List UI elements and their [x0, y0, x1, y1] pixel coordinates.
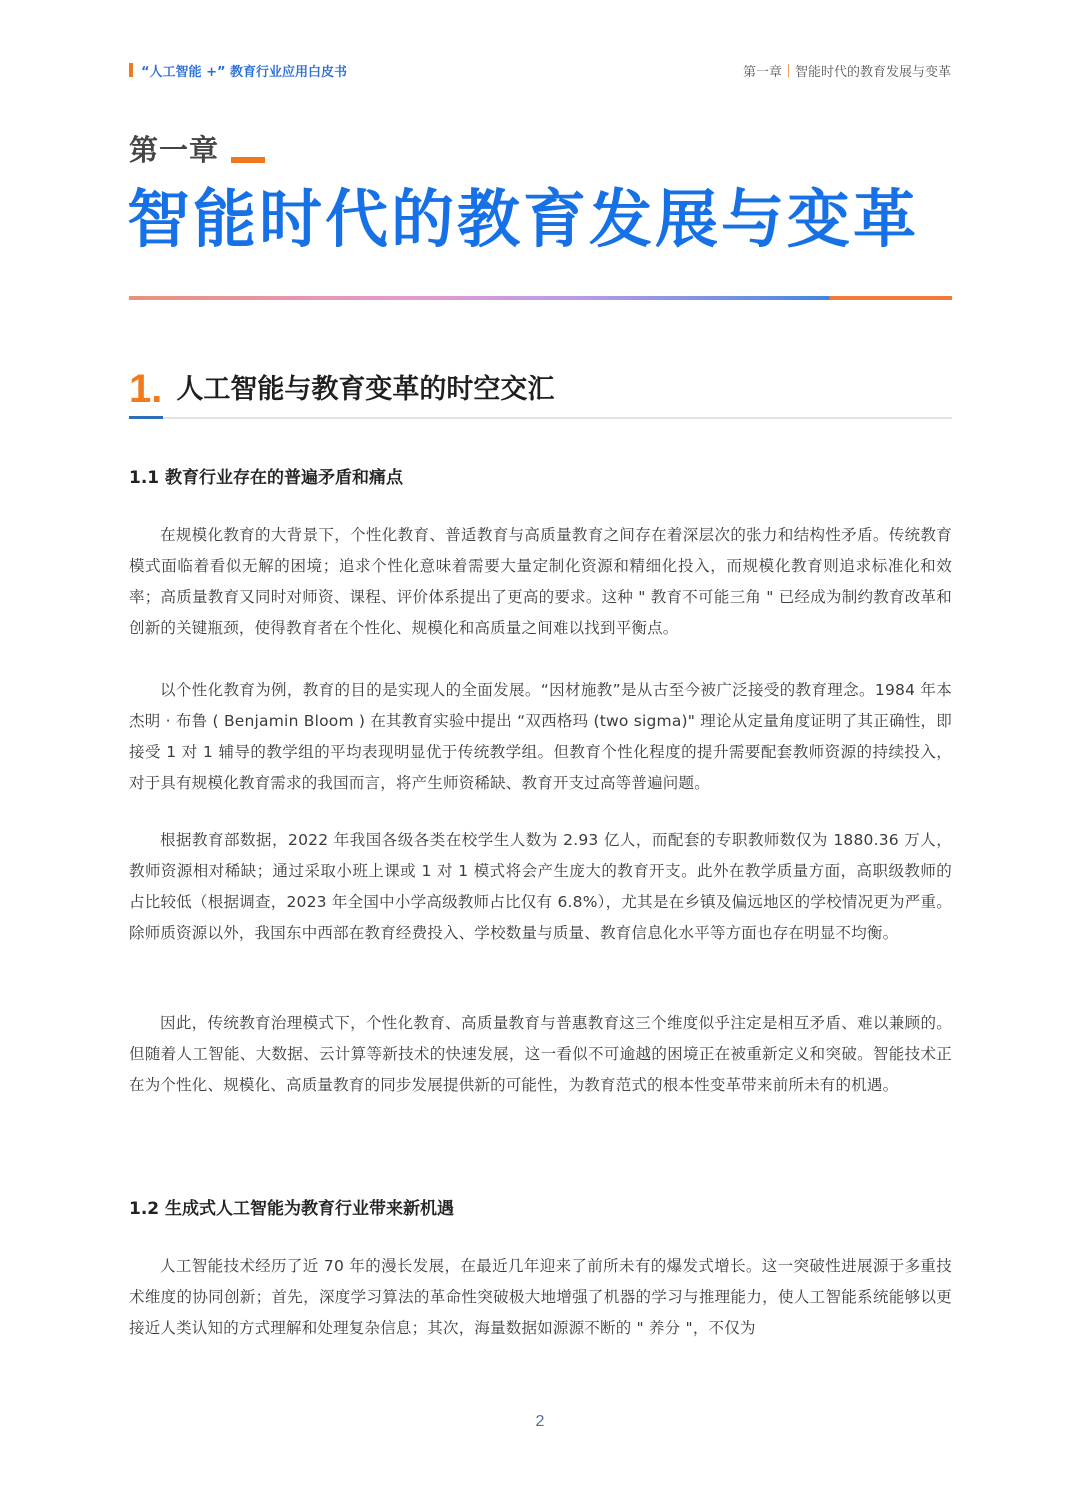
document-title-header: [129, 61, 347, 80]
header-chapter-label: 第一章: [742, 64, 782, 80]
chapter-dash-decoration: [231, 157, 265, 163]
header-chapter-title: 智能时代的教育发展与变革: [794, 64, 951, 80]
section-divider: [129, 417, 952, 419]
page-number: 2: [535, 1413, 545, 1430]
paragraph: 在规模化教育的大背景下，个性化教育、普适教育与高质量教育之间存在着深层次的张力和结构性矛盾。传统教育模式面临着看似无解的困境；追求个性化意味着需要大量定制化资源和精细化投入，而规模化教育则追求标准化和效率；高质量教育又同时对师资、课程、评价体系提出了更高的要求。这种 " 教育不可能三角 " 已经成为制约教育改革和创新的关键瓶颈，使得教育者在个性化、规模化和高质量之间难以找到平衡点。: [129, 526, 952, 637]
chapter-divider: [129, 296, 952, 300]
chapter-label: [129, 128, 265, 169]
document-title: “人工智能 +” 教育行业应用白皮书: [141, 64, 348, 80]
paragraph: 根据教育部数据，2022 年我国各级各类在校学生人数为 2.93 亿人，而配套的专职教师数仅为 1880.36 万人，教师资源相对稀缺；通过采取小班上课或 1 对 1 模式将会产生庞大的教育开支。此外在教学质量方面，高职级教师的占比较低（根据调查，2023 年全国中小学高级教师占比仅有 6.8%），尤其是在乡镇及偏远地区的学校情况更为严重。除师质资源以外，我国东中西部在教育经费投入、学校数量与质量、教育信息化水平等方面也存在明显不均衡。: [129, 831, 952, 942]
section-divider-accent: [129, 416, 163, 419]
paragraph: 以个性化教育为例，教育的目的是实现人的全面发展。“因材施教”是从古至今被广泛接受的教育理念。1984 年本杰明 · 布鲁 ( Benjamin Bloom ) 在其教育实验中提出 “双西格玛 (two sigma)" 理论从定量角度证明了其正确性，即接受 1 对 1 辅导的教学组的平均表现明显优于传统教学组。但教育个性化程度的提升需要配套教师资源的持续投入，对于具有规模化教育需求的我国而言，将产生师资稀缺、教育开支过高等普遍问题。: [129, 681, 952, 792]
paragraph: 人工智能技术经历了近 70 年的漫长发展，在最近几年迎来了前所未有的爆发式增长。这一突破性进展源于多重技术维度的协同创新；首先，深度学习算法的革命性突破极大地增强了机器的学习与推理能力，使人工智能系统能够以更接近人类认知的方式理解和处理复杂信息；其次，海量数据如源源不断的 " 养分 "，不仅为: [129, 1257, 952, 1337]
header-divider: [788, 64, 789, 77]
chapter-title: 智能时代的教育发展与变革: [127, 183, 919, 256]
section-number: 1.: [129, 367, 163, 411]
subsection-heading: 1.2 生成式人工智能为教育行业带来新机遇: [129, 1199, 455, 1219]
accent-bar-icon: [129, 63, 133, 77]
section-title: 人工智能与教育变革的时空交汇: [176, 374, 555, 405]
running-header: [129, 60, 951, 80]
chapter-header: [743, 61, 951, 80]
subsection-heading: 1.1 教育行业存在的普遍矛盾和痛点: [129, 468, 404, 488]
chapter-number: 第一章: [129, 133, 220, 167]
paragraph: 因此，传统教育治理模式下，个性化教育、高质量教育与普惠教育这三个维度似乎注定是相互矛盾、难以兼顾的。但随着人工智能、大数据、云计算等新技术的快速发展，这一看似不可逾越的困境正在被重新定义和突破。智能技术正在为个性化、规模化、高质量教育的同步发展提供新的可能性，为教育范式的根本性变革带来前所未有的机遇。: [129, 1014, 952, 1094]
section-heading: [129, 368, 554, 410]
